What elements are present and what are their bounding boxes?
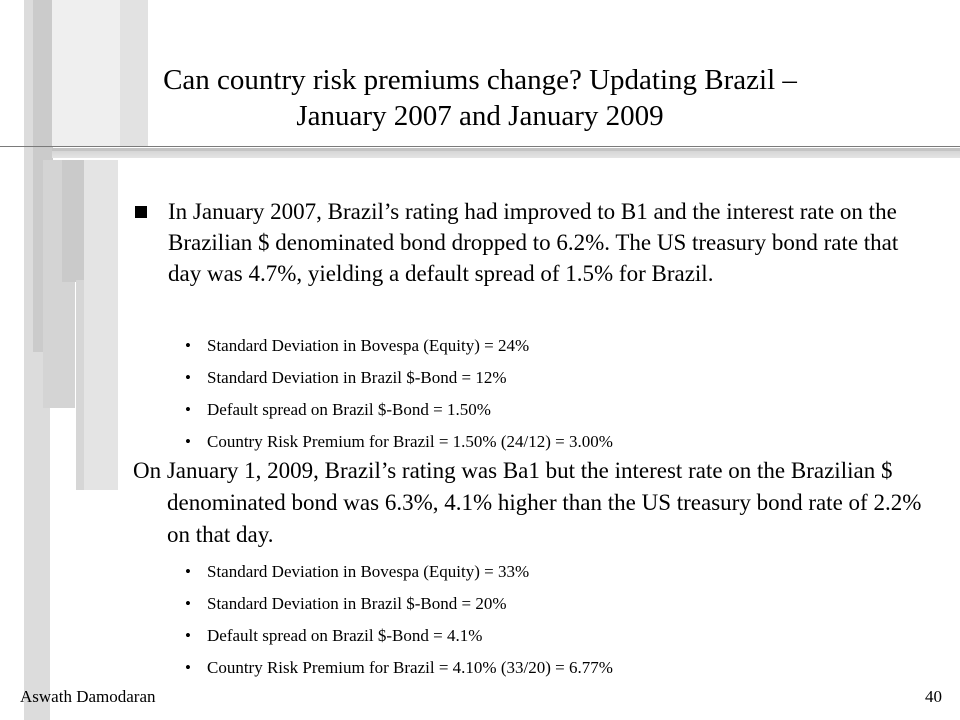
list-item-text: Default spread on Brazil $-Bond = 1.50% bbox=[207, 400, 491, 419]
slide-title-line-2: January 2007 and January 2009 bbox=[296, 100, 664, 132]
footer-author: Aswath Damodaran bbox=[20, 687, 156, 706]
list-item bbox=[185, 394, 905, 426]
bullet-dot-icon: • bbox=[185, 562, 191, 581]
bullet-list-2009 bbox=[185, 556, 905, 684]
bullet-dot-icon: • bbox=[185, 658, 191, 677]
paragraph-2007: In January 2007, Brazil’s rating had improved to B1 and the interest rate on the Brazilian $ denominated bond dropped to 6.2%. The US treasury bond rate that day was 4.7%, yielding a default spread of 1.5% for Brazil. bbox=[168, 199, 899, 286]
bullet-dot-icon: • bbox=[185, 368, 191, 387]
page-number: 40 bbox=[925, 687, 942, 706]
bullet-dot-icon: • bbox=[185, 336, 191, 355]
list-item-text: Default spread on Brazil $-Bond = 4.1% bbox=[207, 626, 483, 645]
list-item-text: Standard Deviation in Brazil $-Bond = 20% bbox=[207, 594, 507, 613]
bullet-dot-icon: • bbox=[185, 432, 191, 451]
bullet-dot-icon: • bbox=[185, 400, 191, 419]
list-item bbox=[185, 652, 905, 684]
square-bullet-icon bbox=[135, 206, 147, 218]
decor-bar-column-4 bbox=[84, 160, 118, 490]
list-item bbox=[185, 330, 905, 362]
list-item-text: Standard Deviation in Brazil $-Bond = 12% bbox=[207, 368, 507, 387]
list-item bbox=[185, 362, 905, 394]
slide-title bbox=[60, 62, 900, 134]
title-underline bbox=[0, 146, 960, 147]
bullet-list-2007 bbox=[185, 330, 905, 458]
list-item bbox=[185, 588, 905, 620]
slide-title-line-1: Can country risk premiums change? Updating Brazil – bbox=[163, 64, 797, 96]
bullet-dot-icon: • bbox=[185, 594, 191, 613]
bullet-dot-icon: • bbox=[185, 626, 191, 645]
title-rule-bar bbox=[52, 148, 960, 158]
list-item-text: Standard Deviation in Bovespa (Equity) = 24% bbox=[207, 336, 530, 355]
list-item bbox=[185, 426, 905, 458]
list-item-text: Country Risk Premium for Brazil = 1.50% (24/12) = 3.00% bbox=[207, 432, 613, 451]
list-item-text: Standard Deviation in Bovespa (Equity) = 33% bbox=[207, 562, 530, 581]
list-item bbox=[185, 620, 905, 652]
list-item bbox=[185, 556, 905, 588]
decor-bar-column-3 bbox=[76, 280, 84, 490]
list-item-text: Country Risk Premium for Brazil = 4.10% (33/20) = 6.77% bbox=[207, 658, 613, 677]
paragraph-2009: On January 1, 2009, Brazil’s rating was Ba1 but the interest rate on the Brazilian $ denominated bond was 6.3%, 4.1% higher than the US treasury bond rate of 2.2% on that day. bbox=[133, 458, 922, 547]
